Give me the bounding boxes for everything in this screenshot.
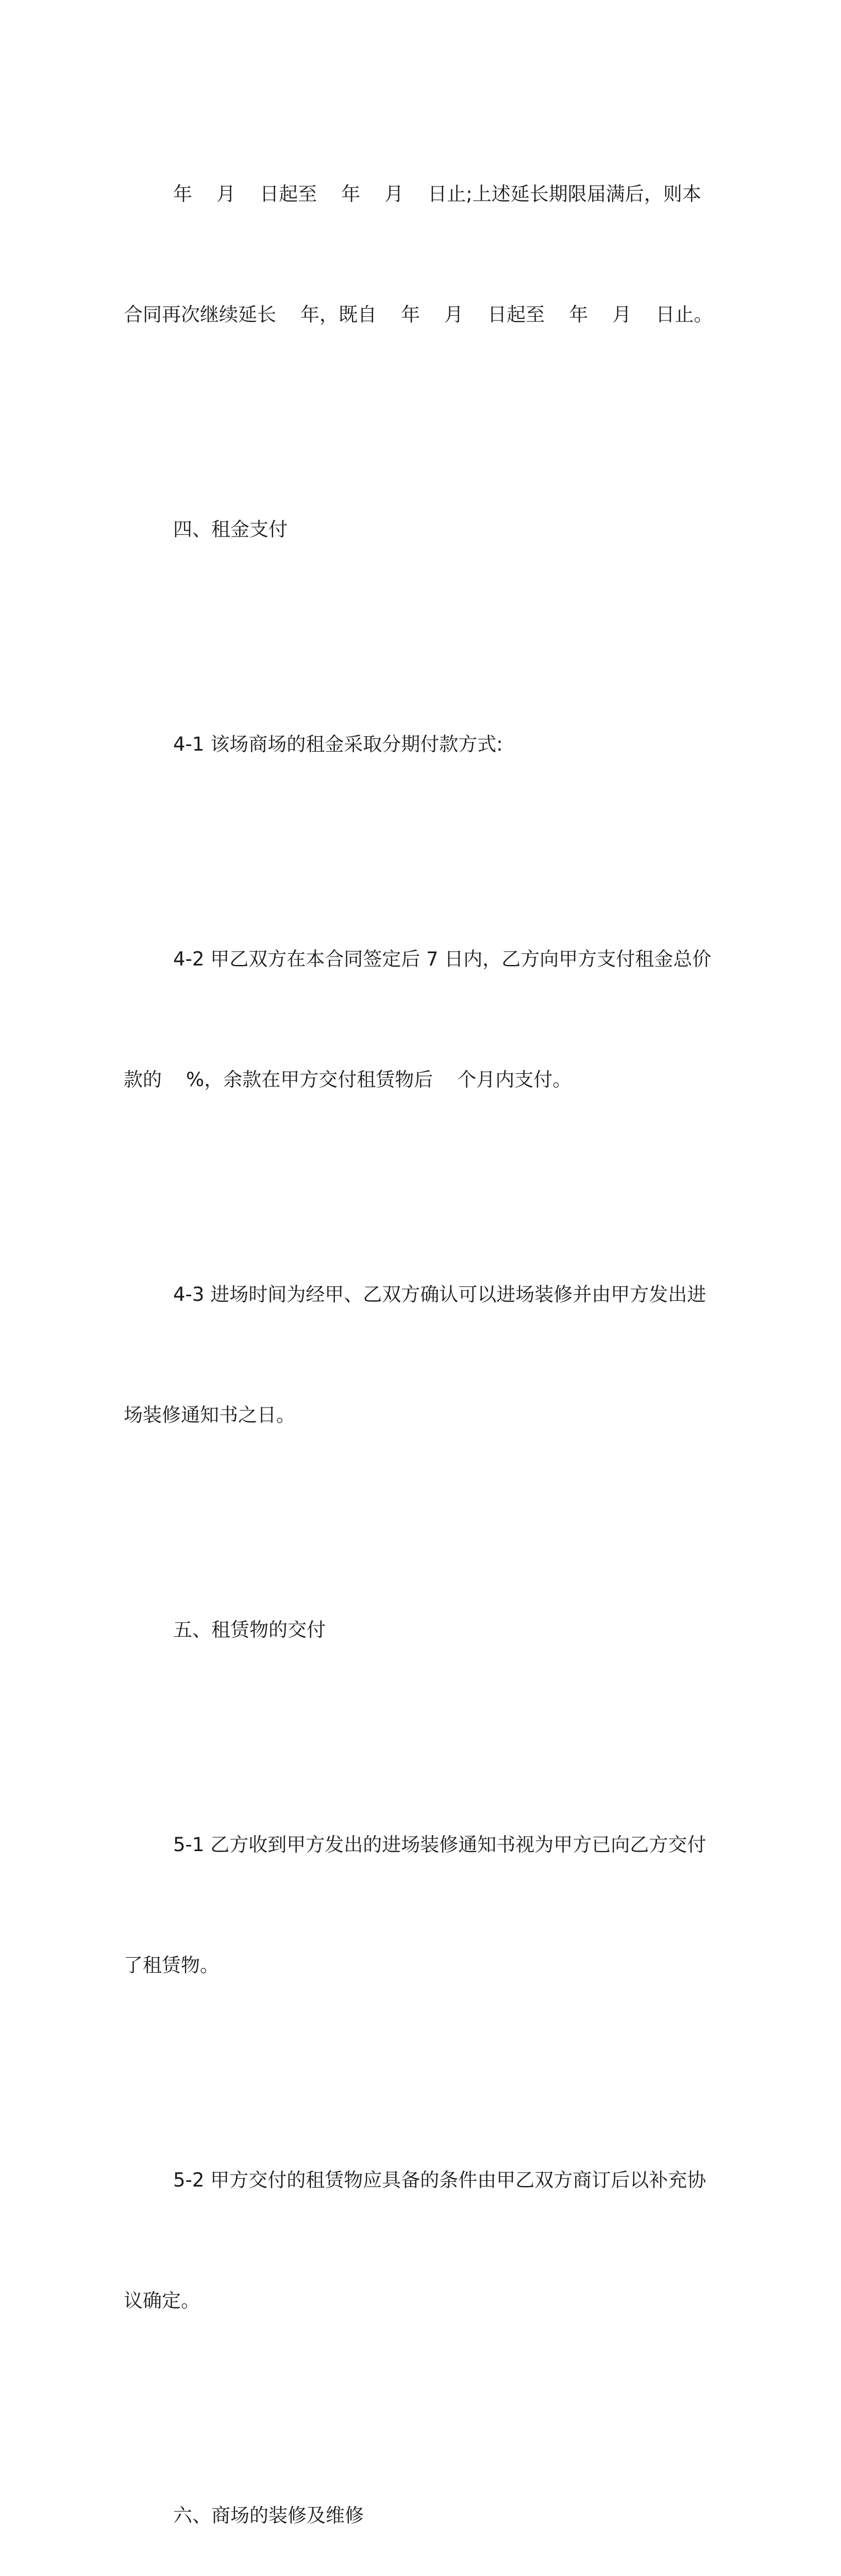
text-line: 4-1 该场商场的租金采取分期付款方式: — [173, 733, 503, 755]
heading-text: 六、商场的装修及维修 — [173, 2504, 364, 2527]
heading-text: 四、租金支付 — [173, 518, 288, 540]
text-line: 4-3 进场时间为经甲、乙双方确认可以进场装修并由甲方发出进 — [173, 1283, 707, 1306]
text-line: 款的 %，余款在甲方交付租赁物后 个月内支付。 — [124, 1069, 572, 1091]
section-6-heading — [124, 2415, 711, 2576]
clause-4-1 — [124, 644, 711, 845]
section-4-heading — [124, 429, 711, 630]
text-line: 了租赁物。 — [124, 1954, 219, 1976]
clause-4-3 — [124, 1194, 711, 1516]
document-page — [124, 94, 711, 2576]
text-line: 合同再次继续延长 年，既自 年 月 日起至 年 月 日止。 — [124, 303, 713, 326]
clause-5-2 — [124, 2080, 711, 2401]
section-5-heading — [124, 1530, 711, 1731]
text-line: 4-2 甲乙双方在本合同签定后 7 日内，乙方向甲方支付租金总价 — [173, 948, 712, 970]
clause-4-2 — [124, 859, 711, 1180]
text-line: 年 月 日起至 年 月 日止;上述延长期限届满后，则本 — [173, 183, 701, 205]
heading-text: 五、租赁物的交付 — [173, 1619, 326, 1641]
text-line: 5-2 甲方交付的租赁物应具备的条件由甲乙双方商订后以补充协 — [173, 2169, 707, 2191]
clause-5-1 — [124, 1744, 711, 2066]
text-line: 5-1 乙方收到甲方发出的进场装修通知书视为甲方已向乙方交付 — [173, 1834, 707, 1856]
text-line: 议确定。 — [124, 2290, 200, 2312]
text-line: 场装修通知书之日。 — [124, 1404, 295, 1426]
paragraph-term-extension — [124, 94, 711, 415]
